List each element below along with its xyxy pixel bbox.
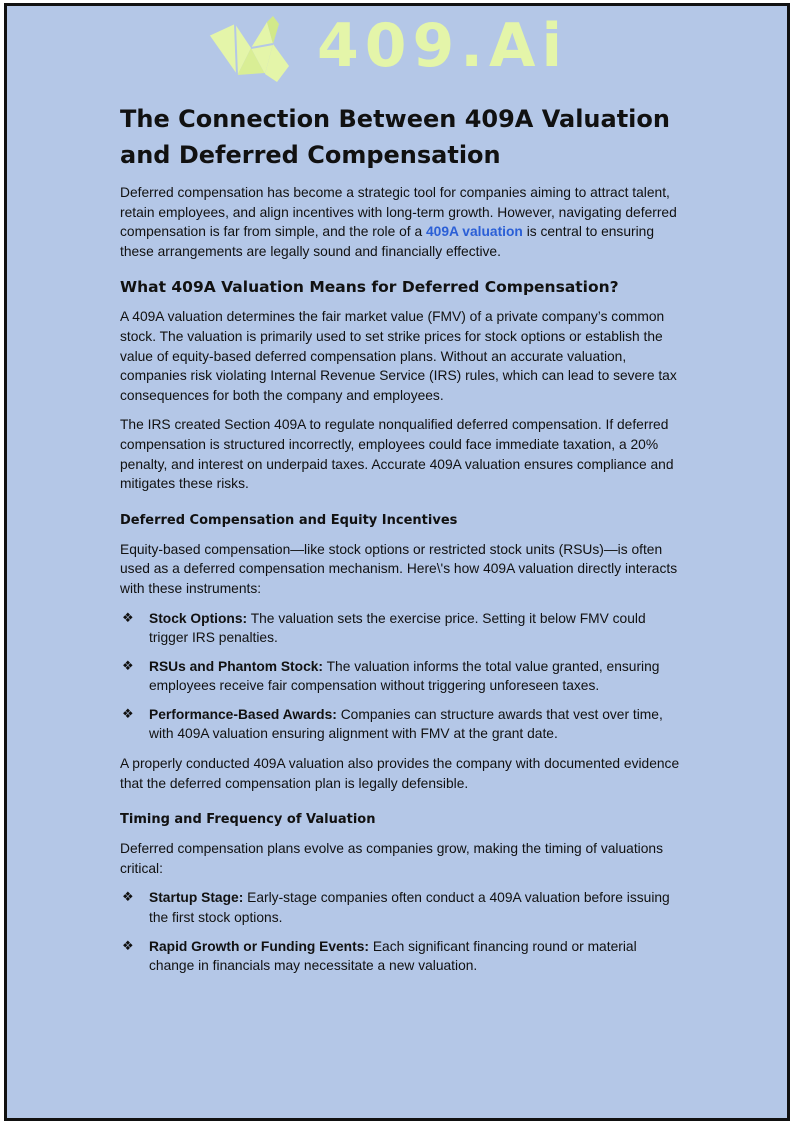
diamond-bullet-icon: ❖: [122, 938, 134, 954]
list-item: [120, 609, 680, 648]
section-heading-409a-meaning: What 409A Valuation Means for Deferred Compensation?: [120, 278, 619, 297]
article-body: [120, 101, 680, 986]
paragraph-fmv: A 409A valuation determines the fair market value (FMV) of a private company’s common stock. The valuation is primarily used to set strike prices for stock options or establish the value of equity-based deferred compensation plans. Without an accurate valuation, companies risk violating Internal Revenue Service (IRS) rules, which can lead to severe tax consequences for both the company and employees.: [120, 309, 677, 403]
list-item-title: Startup Stage:: [149, 890, 244, 906]
list-item-text: Early-stage companies often conduct a 409A valuation before issuing the first stock options.: [149, 890, 670, 926]
list-item-text: Each significant financing round or material change in financials may necessitate a new valuation.: [149, 938, 637, 974]
timing-list: [120, 888, 680, 975]
paragraph-legally-defensible: A properly conducted 409A valuation also provides the company with documented evidence that the deferred compensation plan is legally defensible.: [120, 756, 680, 791]
intro-text-start: Deferred compensation has become a strategic tool for companies aiming to attract talent, retain employees, and align incentives with long-term growth. However, navigating deferred compensation is far from simple, and the role of a: [120, 185, 677, 240]
list-item-title: Performance-Based Awards:: [149, 706, 337, 722]
page-title: The Connection Between 409A Valuation and Deferred Compensation: [120, 105, 670, 169]
list-item-title: Stock Options:: [149, 610, 248, 626]
list-item: [120, 937, 680, 976]
document-page: [4, 3, 790, 1121]
list-item: [120, 705, 680, 744]
intro-paragraph: [120, 183, 680, 261]
diamond-bullet-icon: ❖: [122, 610, 134, 626]
list-item-text: The valuation sets the exercise price. Setting it below FMV could trigger IRS penalties.: [149, 610, 646, 646]
diamond-bullet-icon: ❖: [122, 658, 134, 674]
list-item: [120, 657, 680, 696]
diamond-bullet-icon: ❖: [122, 890, 134, 906]
brand-logo: [207, 11, 569, 86]
diamond-bullet-icon: ❖: [122, 706, 134, 722]
section-heading-equity-incentives: Deferred Compensation and Equity Incentives: [120, 512, 458, 528]
409a-valuation-link[interactable]: 409A valuation: [425, 224, 523, 240]
origami-crane-icon: [207, 14, 297, 86]
paragraph-equity-compensation: Equity-based compensation—like stock options or restricted stock units (RSUs)—is often used as a deferred compensation mechanism. Here\'s how 409A valuation directly interacts with these instruments:: [120, 541, 678, 596]
list-item: [120, 888, 680, 927]
intro-text-end: is central to ensuring these arrangements are legally sound and financially effective.: [120, 224, 654, 259]
equity-incentive-list: [120, 609, 680, 745]
list-item-title: Rapid Growth or Funding Events:: [149, 938, 369, 954]
list-item-title: RSUs and Phantom Stock:: [149, 658, 324, 674]
list-item-text: The valuation informs the total value granted, ensuring employees receive fair compensation without triggering unforeseen taxes.: [149, 658, 660, 694]
paragraph-irs-section: The IRS created Section 409A to regulate nonqualified deferred compensation. If deferred compensation is structured incorrectly, employees could face immediate taxation, a 20% penalty, and interest on underpaid taxes. Accurate 409A valuation ensures compliance and mitigates these risks.: [120, 417, 674, 492]
paragraph-timing: Deferred compensation plans evolve as companies grow, making the timing of valuations critical:: [120, 841, 663, 876]
brand-wordmark: 409.Ai: [317, 11, 569, 81]
list-item-text: Companies can structure awards that vest over time, with 409A valuation ensuring alignment with FMV at the grant date.: [149, 706, 663, 742]
section-heading-timing: Timing and Frequency of Valuation: [120, 812, 376, 828]
